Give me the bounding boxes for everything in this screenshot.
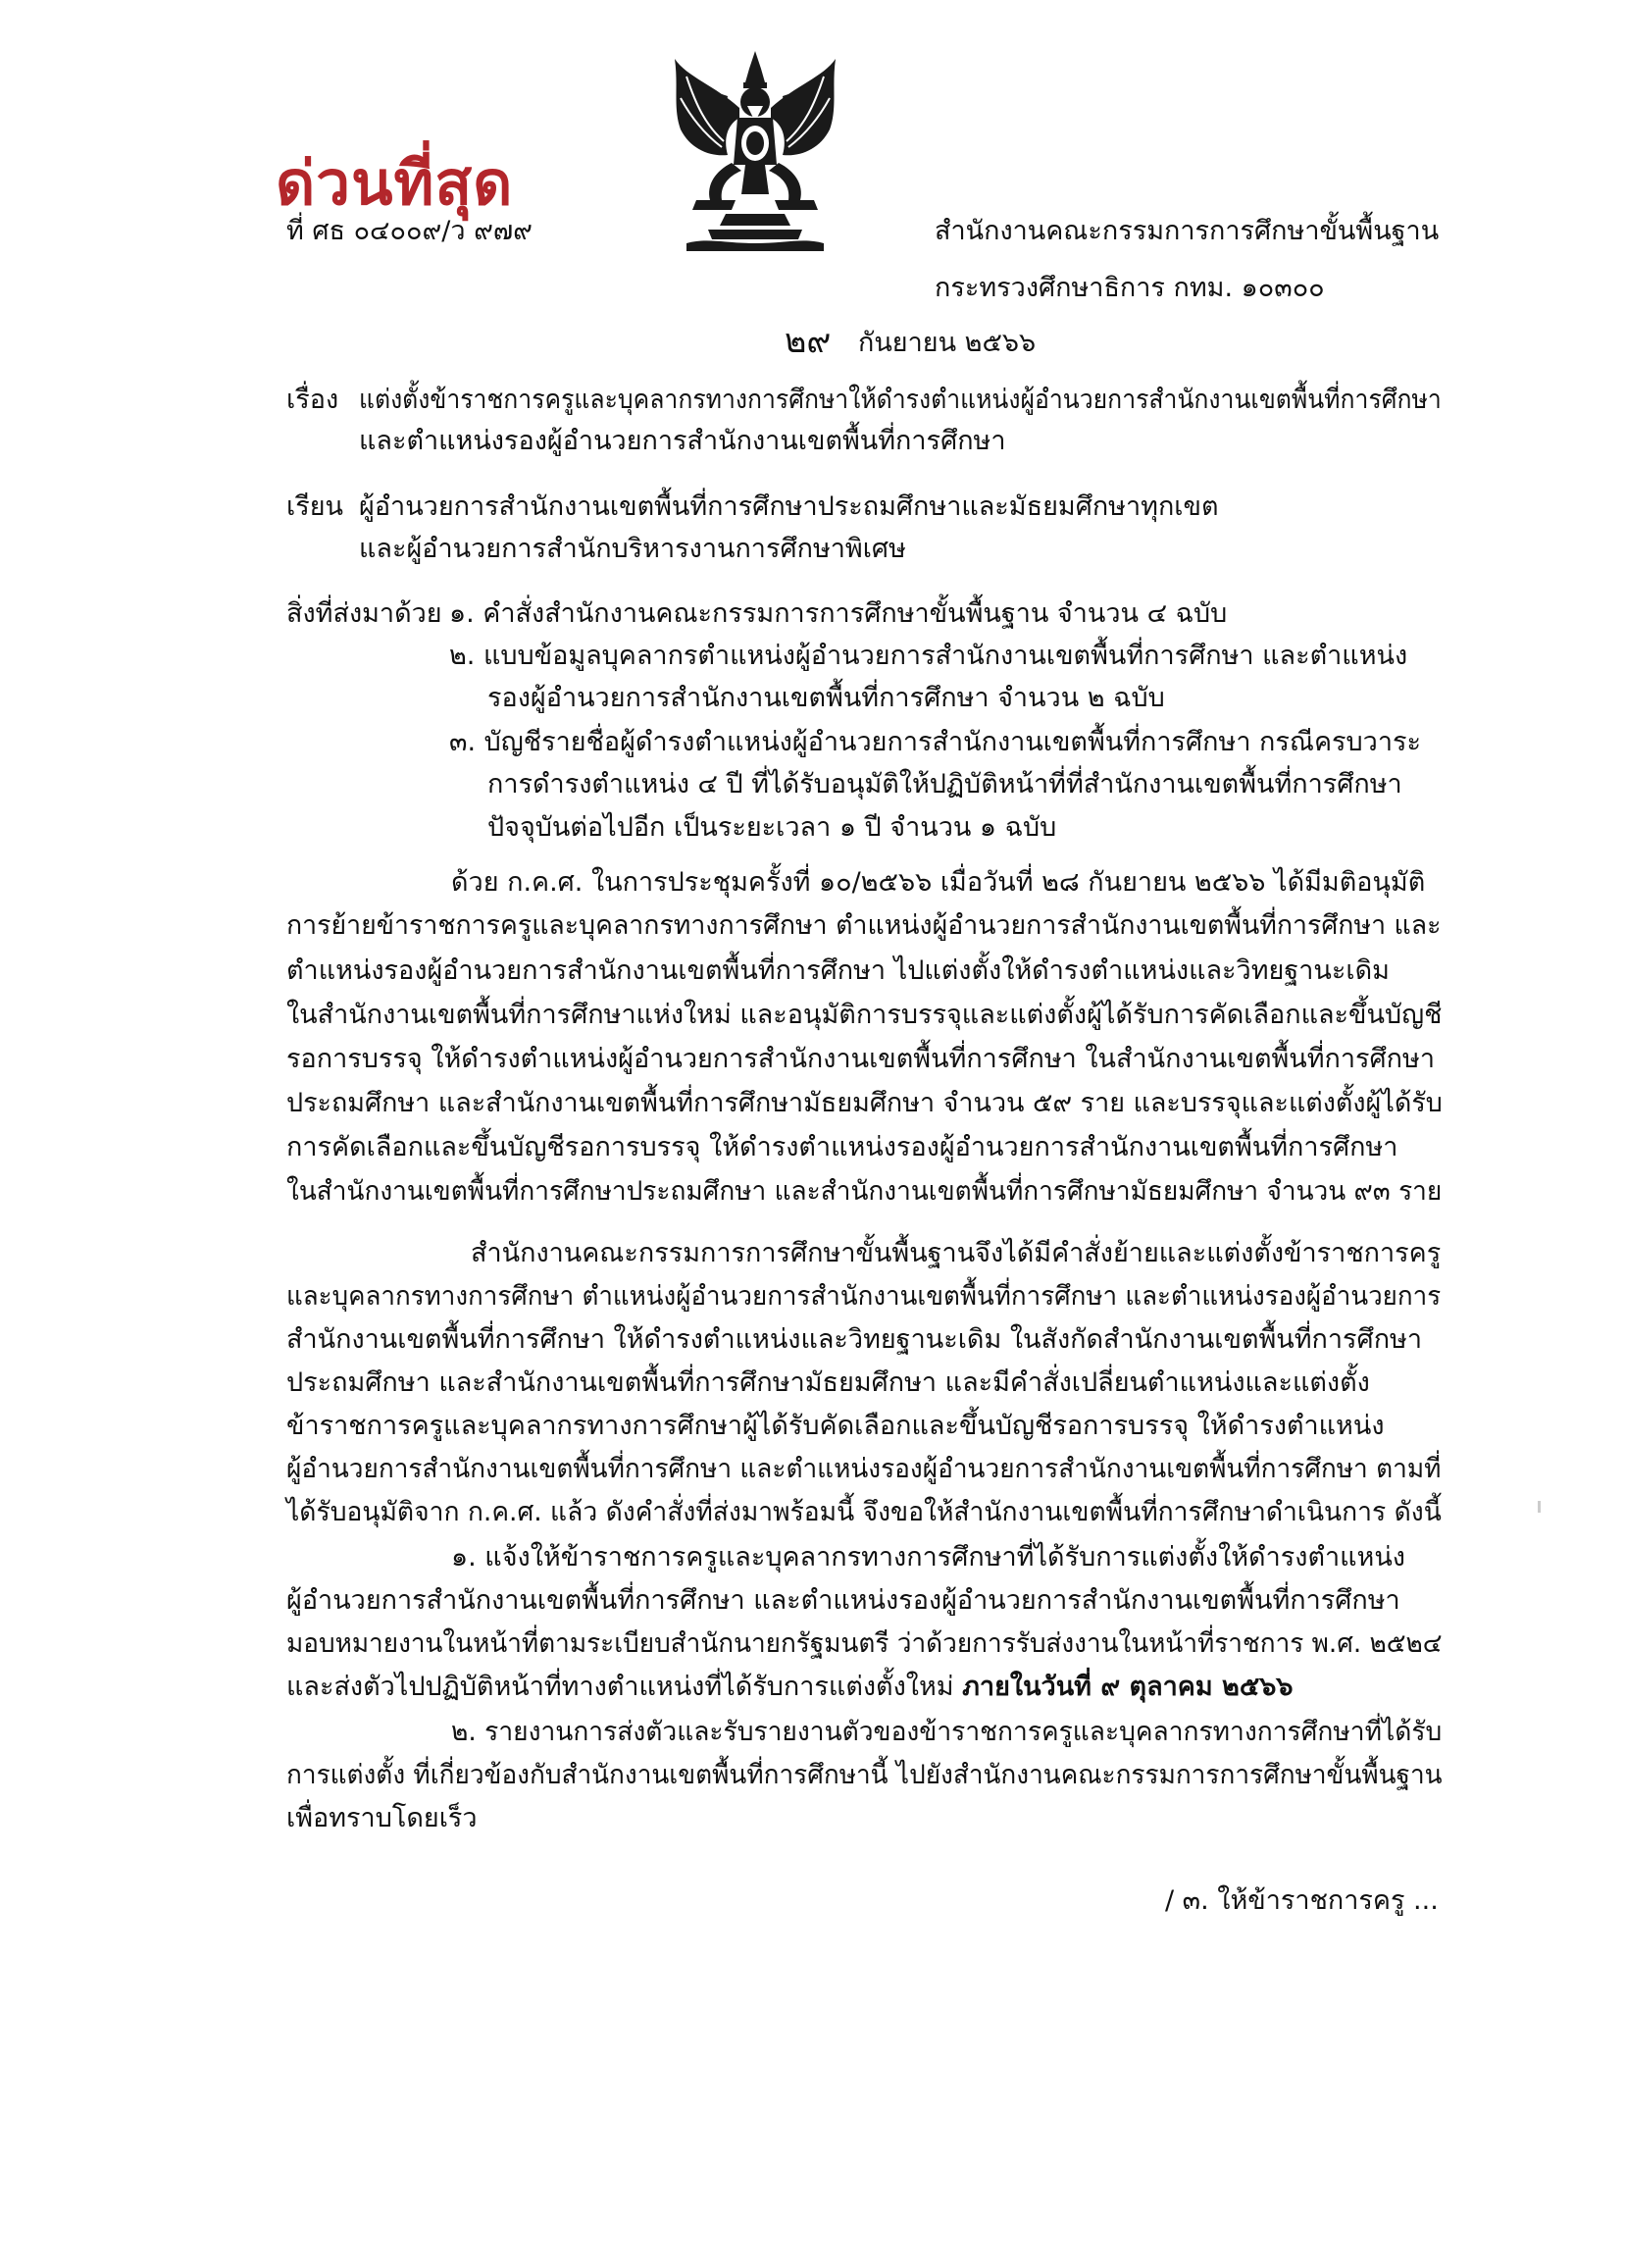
paragraph-1-line: ในสำนักงานเขตพื้นที่การศึกษาแห่งใหม่ และอนุมัติการบรรจุและแต่งตั้งผู้ได้รับการคัดเลือกและขึ้นบัญชี [286,1000,1443,1030]
issuing-office: สำนักงานคณะกรรมการการศึกษาขั้นพื้นฐาน [935,216,1440,246]
subject-line: และตำแหน่งรองผู้อำนวยการสำนักงานเขตพื้นที่การศึกษา [359,426,1006,456]
urgent-stamp: ด่วนที่สุด [276,147,514,219]
enclosure-item: ปัจจุบันต่อไปอีก เป็นระยะเวลา ๑ ปี จำนวน ๑ ฉบับ [487,812,1057,843]
item-2-line: การแต่งตั้ง ที่เกี่ยวข้องกับสำนักงานเขตพื้นที่การศึกษานี้ ไปยังสำนักงานคณะกรรมการการศึกษาขั้นพื้นฐาน [286,1760,1443,1790]
enclosure-item: ๓. บัญชีรายชื่อผู้ดำรงตำแหน่งผู้อำนวยการสำนักงานเขตพื้นที่การศึกษา กรณีครบวาระ [449,727,1421,757]
document-number: ที่ ศธ ๐๔๐๐๙/ว ๙๗๙ [286,216,533,246]
paragraph-1-line: ในสำนักงานเขตพื้นที่การศึกษาประถมศึกษา และสำนักงานเขตพื้นที่การศึกษามัธยมศึกษา จำนวน ๙๓ ราย [286,1176,1443,1207]
item-1-line: ผู้อำนวยการสำนักงานเขตพื้นที่การศึกษา และตำแหน่งรองผู้อำนวยการสำนักงานเขตพื้นที่การศึกษา [286,1585,1400,1616]
paragraph-2-line: สำนักงานเขตพื้นที่การศึกษา ให้ดำรงตำแหน่งและวิทยฐานะเดิม ในสังกัดสำนักงานเขตพื้นที่การศึกษา [286,1324,1423,1355]
scan-mark [1538,1501,1541,1513]
paragraph-1-line: ตำแหน่งรองผู้อำนวยการสำนักงานเขตพื้นที่การศึกษา ไปแต่งตั้งให้ดำรงตำแหน่งและวิทยฐานะเดิม [286,955,1390,986]
recipient-line: และผู้อำนวยการสำนักบริหารงานการศึกษาพิเศษ [359,534,906,564]
enclosure-item: รองผู้อำนวยการสำนักงานเขตพื้นที่การศึกษา จำนวน ๒ ฉบับ [487,683,1165,713]
paragraph-1-line: รอการบรรจุ ให้ดำรงตำแหน่งผู้อำนวยการสำนักงานเขตพื้นที่การศึกษา ในสำนักงานเขตพื้นที่การศึกษา [286,1044,1435,1074]
date-month-year: กันยายน ๒๕๖๖ [858,328,1037,358]
paragraph-1-line: ด้วย ก.ค.ศ. ในการประชุมครั้งที่ ๑๐/๒๕๖๖ เมื่อวันที่ ๒๘ กันยายน ๒๕๖๖ ได้มีมติอนุมัติ [451,867,1426,898]
continuation-note: / ๓. ให้ข้าราชการครู ... [1165,1885,1439,1916]
paragraph-2-line: ประถมศึกษา และสำนักงานเขตพื้นที่การศึกษามัธยมศึกษา และมีคำสั่งเปลี่ยนตำแหน่งและแต่งตั้ง [286,1367,1370,1398]
item-2-line: เพื่อทราบโดยเร็ว [286,1803,478,1833]
enclosure-item: การดำรงตำแหน่ง ๔ ปี ที่ได้รับอนุมัติให้ปฏิบัติหน้าที่ที่สำนักงานเขตพื้นที่การศึกษา [487,769,1402,799]
enclosures-label: สิ่งที่ส่งมาด้วย [286,598,442,629]
item-1-text: และส่งตัวไปปฏิบัติหน้าที่ทางตำแหน่งที่ได้รับการแต่งตั้งใหม่ [286,1672,963,1702]
subject-line: แต่งตั้งข้าราชการครูและบุคลากรทางการศึกษาให้ดำรงตำแหน่งผู้อำนวยการสำนักงานเขตพื้นที่การศึกษา [359,385,1442,415]
item-1-line: มอบหมายงานในหน้าที่ตามระเบียบสำนักนายกรัฐมนตรี ว่าด้วยการรับส่งงานในหน้าที่ราชการ พ.ศ. ๒๕๒๔ [286,1628,1443,1659]
deadline: ภายในวันที่ ๙ ตุลาคม ๒๕๖๖ [962,1672,1294,1702]
enclosure-item: ๑. คำสั่งสำนักงานคณะกรรมการการศึกษาขั้นพื้นฐาน จำนวน ๔ ฉบับ [449,598,1228,629]
issuing-office-address: กระทรวงศึกษาธิการ กทม. ๑๐๓๐๐ [935,273,1325,303]
item-1-line [286,1668,1294,1707]
paragraph-2-line: ผู้อำนวยการสำนักงานเขตพื้นที่การศึกษา และตำแหน่งรองผู้อำนวยการสำนักงานเขตพื้นที่การศึกษา ตามที่ [286,1454,1442,1484]
paragraph-2-line: ข้าราชการครูและบุคลากรทางการศึกษาผู้ได้รับคัดเลือกและขึ้นบัญชีรอการบรรจุ ให้ดำรงตำแหน่ง [286,1411,1385,1441]
paragraph-1-line: การย้ายข้าราชการครูและบุคลากรทางการศึกษา ตำแหน่งผู้อำนวยการสำนักงานเขตพื้นที่การศึกษา และ [286,910,1442,941]
paragraph-2-line: ได้รับอนุมัติจาก ก.ค.ศ. แล้ว ดังคำสั่งที่ส่งมาพร้อมนี้ จึงขอให้สำนักงานเขตพื้นที่การศึกษาดำเนินการ ดังนี้ [286,1497,1442,1527]
item-1-line: ๑. แจ้งให้ข้าราชการครูและบุคลากรทางการศึกษาที่ได้รับการแต่งตั้งให้ดำรงตำแหน่ง [451,1542,1405,1572]
paragraph-1-line: การคัดเลือกและขึ้นบัญชีรอการบรรจุ ให้ดำรงตำแหน่งรองผู้อำนวยการสำนักงานเขตพื้นที่การศึกษา [286,1132,1398,1162]
paragraph-2-line: และบุคลากรทางการศึกษา ตำแหน่งผู้อำนวยการสำนักงานเขตพื้นที่การศึกษา และตำแหน่งรองผู้อำนวยการ [286,1281,1442,1312]
item-2-line: ๒. รายงานการส่งตัวและรับรายงานตัวของข้าราชการครูและบุคลากรทางการศึกษาที่ได้รับ [451,1717,1443,1747]
enclosure-item: ๒. แบบข้อมูลบุคลากรตำแหน่งผู้อำนวยการสำนักงานเขตพื้นที่การศึกษา และตำแหน่ง [449,641,1408,671]
recipient-line: ผู้อำนวยการสำนักงานเขตพื้นที่การศึกษาประถมศึกษาและมัธยมศึกษาทุกเขต [359,491,1219,522]
subject-label: เรื่อง [286,385,339,415]
recipient-label: เรียน [286,491,344,522]
paragraph-2-line: สำนักงานคณะกรรมการการศึกษาขั้นพื้นฐานจึงได้มีคำสั่งย้ายและแต่งตั้งข้าราชการครู [471,1238,1442,1268]
garuda-emblem-icon [667,47,843,258]
paragraph-1-line: ประถมศึกษา และสำนักงานเขตพื้นที่การศึกษามัธยมศึกษา จำนวน ๕๙ ราย และบรรจุและแต่งตั้งผู้ได้รับ [286,1088,1443,1118]
date-day: ๒๙ [785,322,832,361]
